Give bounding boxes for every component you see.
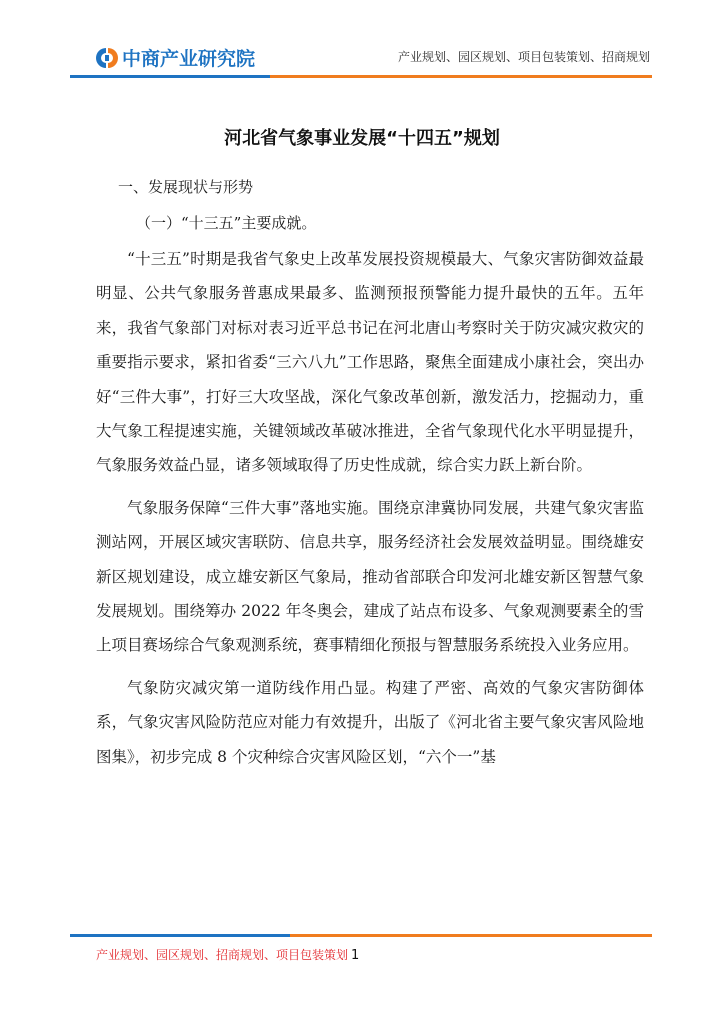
document-title: 河北省气象事业发展“十四五”规划: [224, 128, 500, 149]
section-heading: 一、发展现状与形势: [118, 178, 254, 196]
paragraph-3: 气象防灾减灾第一道防线作用凸显。构建了严密、高效的气象灾害防御体系，气象灾害风险防范应对能力有效提升，出版了《河北省主要气象灾害风险地图集》，初步完成 8 个灾种综合灾害风险区划，“六个一”基: [96, 678, 644, 766]
paragraph-1: “十三五”时期是我省气象史上改革发展投资规模最大、气象灾害防御效益最明显、公共气象服务普惠成果最多、监测预报预警能力提升最快的五年。五年来，我省气象部门对标对表习近平总书记在河北唐山考察时关于防灾减灾救灾的重要指示要求，紧扣省委“三六八九”工作思路，聚焦全面建成小康社会，突出办好“三件大事”，打好三大攻坚战，深化气象改革创新，激发活力，挖掘动力，重大气象工程提速实施，关键领域改革破冰推进，全省气象现代化水平明显提升，气象服务效益凸显，诸多领域取得了历史性成就，综合实力跃上新台阶。: [96, 250, 644, 475]
logo-text: 中商产业研究院: [122, 48, 256, 70]
page-header: [0, 0, 724, 82]
company-logo: [94, 44, 255, 71]
page-number: 1: [351, 948, 360, 963]
paragraph-2: 气象服务保障“三件大事”落地实施。围绕京津冀协同发展，共建气象灾害监测站网，开展区域灾害联防、信息共享，服务经济社会发展效益明显。围绕雄安新区规划建设，成立雄安新区气象局，推动省部联合印发河北雄安新区智慧气象发展规划。围绕筹办 2022 年冬奥会，建成了站点布设多、气象观测要素全的雪上项目赛场综合气象观测系统，赛事精细化预报与智慧服务系统投入业务应用。: [96, 498, 644, 655]
header-divider-blue: [70, 75, 270, 78]
header-divider-orange: [270, 75, 652, 78]
footer-divider-blue: [70, 934, 290, 937]
document-body: [96, 176, 644, 782]
footer-tagline: 产业规划、园区规划、招商规划、项目包装策划: [96, 948, 349, 962]
header-tagline: 产业规划、园区规划、项目包装策划、招商规划: [397, 50, 650, 64]
page-footer: [96, 946, 359, 963]
footer-divider-orange: [290, 934, 652, 937]
logo-mark-icon: [94, 46, 118, 70]
subsection-heading: （一）“十三五”主要成就。: [136, 214, 317, 232]
